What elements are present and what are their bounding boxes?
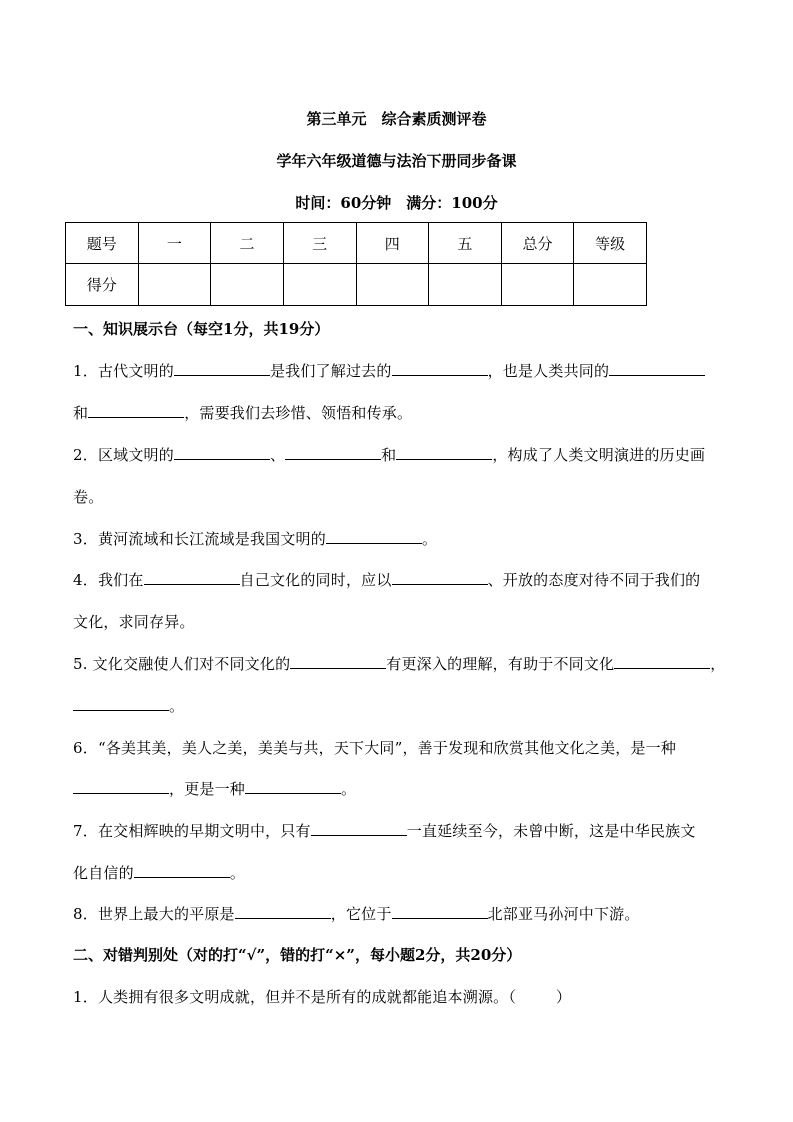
judge-q1-text: ） — [556, 988, 572, 1006]
q1-text: 是我们了解过去的 — [269, 362, 392, 380]
q4-text: 文化，求同存异。 — [73, 613, 195, 631]
q2-text: 卷。 — [73, 488, 104, 506]
answer-blank[interactable] — [174, 361, 270, 376]
answer-blank[interactable] — [235, 904, 331, 919]
q1-text: ，需要我们去珍惜、领悟和传承。 — [184, 404, 413, 422]
q5-text: 5. 文化交融使人们对不同文化的 — [73, 655, 291, 673]
score-cell — [211, 264, 284, 306]
answer-blank[interactable] — [290, 654, 386, 669]
q7-text: 7．在交相辉映的早期文明中，只有 — [73, 822, 311, 840]
q7-line2 — [73, 862, 723, 883]
q6-line1 — [73, 737, 723, 758]
score-cell — [283, 264, 356, 306]
q7-text: 一直延续至今，未曾中断，这是中华民族文 — [406, 822, 696, 840]
score-cell — [501, 264, 574, 306]
q1-text: ，也是人类共同的 — [487, 362, 610, 380]
header-cell: 一 — [138, 223, 211, 264]
exam-subtitle: 学年六年级道德与法治下册同步备课 — [276, 152, 517, 170]
q4-text: 4．我们在 — [73, 571, 144, 589]
answer-blank[interactable] — [134, 863, 230, 878]
header-cell: 三 — [283, 223, 356, 264]
score-row-label: 得分 — [66, 264, 139, 306]
q6-text: 6．“各美其美，美人之美，美美与共，天下大同”，善于发现和欣赏其他文化之美，是一种 — [73, 739, 677, 757]
q2-text: 、 — [269, 446, 286, 464]
q8-text: 8．世界上最大的平原是 — [73, 905, 235, 923]
q5-line1 — [73, 653, 726, 674]
q5-text: 有更深入的理解，有助于不同文化 — [386, 655, 615, 673]
q4-text: 自己文化的同时，应以 — [239, 571, 392, 589]
answer-blank[interactable] — [144, 570, 240, 585]
answer-blank[interactable] — [311, 821, 407, 836]
q4-text: 、开放的态度对待不同于我们的 — [487, 571, 701, 589]
score-cell — [356, 264, 429, 306]
answer-blank[interactable] — [245, 779, 341, 794]
answer-blank[interactable] — [392, 361, 488, 376]
q4-line1 — [73, 569, 723, 590]
q2-line2 — [73, 486, 723, 507]
q1-line2 — [73, 402, 723, 423]
q7-line1 — [73, 820, 723, 841]
q4-line2 — [73, 611, 723, 632]
judge-q1-line — [73, 986, 723, 1007]
q2-text: 2．区域文明的 — [73, 446, 174, 464]
exam-title: 第三单元 综合素质测评卷 — [306, 110, 487, 128]
answer-blank[interactable] — [73, 779, 169, 794]
exam-time-info: 时间：60分钟 满分：100分 — [295, 194, 498, 212]
score-cell — [138, 264, 211, 306]
score-cell — [574, 264, 647, 306]
q3-line1 — [73, 528, 723, 549]
q3-text: 3．黄河流域和长江流域是我国文明的 — [73, 530, 326, 548]
q2-text: 和 — [381, 446, 397, 464]
q6-line2 — [73, 778, 723, 799]
q1-text: 和 — [73, 404, 89, 422]
q1-text: 1．古代文明的 — [73, 362, 174, 380]
header-cell: 四 — [356, 223, 429, 264]
section1-heading: 一、知识展示台（每空1分，共19分） — [73, 320, 330, 338]
score-table-header-row — [66, 223, 647, 264]
q5-line2 — [73, 695, 723, 716]
answer-blank[interactable] — [73, 696, 169, 711]
q7-text: 化自信的 — [73, 864, 134, 882]
score-table — [65, 222, 647, 306]
answer-blank[interactable] — [392, 570, 488, 585]
answer-blank[interactable] — [174, 445, 270, 460]
answer-blank[interactable] — [396, 445, 492, 460]
score-cell — [429, 264, 502, 306]
q8-text: 北部亚马孙河中下游。 — [487, 905, 640, 923]
answer-blank[interactable] — [609, 361, 705, 376]
q2-line1 — [73, 444, 723, 465]
header-cell: 题号 — [66, 223, 139, 264]
answer-blank[interactable] — [326, 529, 422, 544]
q8-text: ，它位于 — [330, 905, 392, 923]
header-cell: 五 — [429, 223, 502, 264]
judge-q1-text: 1．人类拥有很多文明成就，但并不是所有的成就都能追本溯源。（ — [73, 988, 517, 1006]
q5-text: ， — [710, 655, 726, 673]
answer-blank[interactable] — [392, 904, 488, 919]
q2-text: ，构成了人类文明演进的历史画 — [492, 446, 706, 464]
answer-blank[interactable] — [285, 445, 381, 460]
header-cell: 等级 — [574, 223, 647, 264]
q7-text: 。 — [229, 864, 246, 882]
q8-line1 — [73, 903, 723, 924]
answer-blank[interactable] — [614, 654, 710, 669]
q3-text: 。 — [421, 530, 438, 548]
q6-text: 。 — [341, 780, 357, 798]
q5-text: 。 — [169, 697, 185, 715]
answer-blank[interactable] — [88, 403, 184, 418]
q1-line1 — [73, 360, 723, 381]
section2-heading: 二、对错判别处（对的打“√”，错的打“×”，每小题2分，共20分） — [73, 946, 522, 964]
score-table-score-row — [66, 264, 647, 306]
q6-text: ，更是一种 — [169, 780, 246, 798]
header-cell: 总分 — [501, 223, 574, 264]
header-cell: 二 — [211, 223, 284, 264]
